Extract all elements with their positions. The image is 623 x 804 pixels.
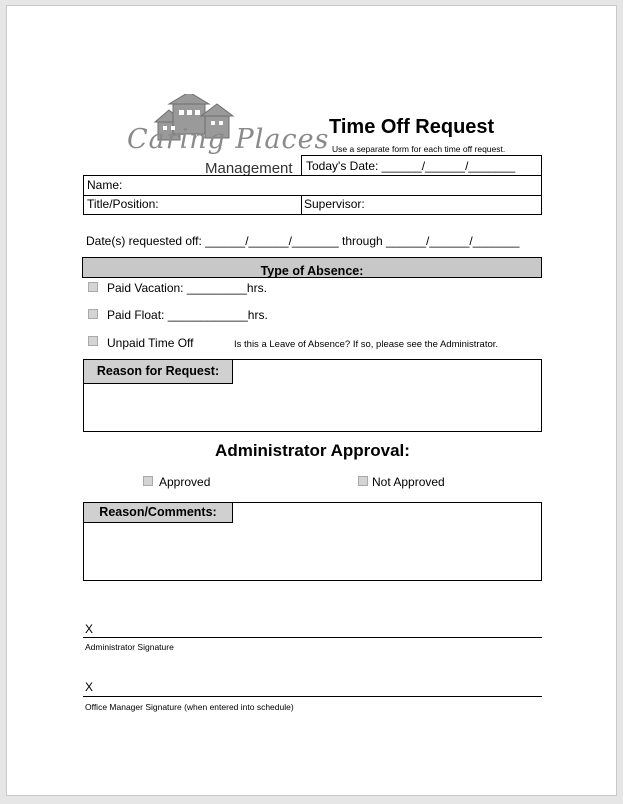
manager-signature-label: Office Manager Signature (when entered into schedule) bbox=[85, 702, 294, 712]
admin-signature-line[interactable] bbox=[83, 637, 542, 638]
approved-checkbox[interactable] bbox=[143, 476, 153, 486]
type-of-absence-heading: Type of Absence: bbox=[82, 257, 542, 278]
paid-float-label: Paid Float: ____________hrs. bbox=[107, 308, 268, 322]
administrator-approval-heading: Administrator Approval: bbox=[215, 441, 410, 460]
supervisor-field[interactable]: Supervisor: bbox=[304, 197, 365, 211]
document-page bbox=[6, 5, 617, 796]
unpaid-time-off-checkbox[interactable] bbox=[88, 336, 98, 346]
leave-of-absence-note: Is this a Leave of Absence? If so, please see the Administrator. bbox=[234, 339, 499, 350]
dates-requested-field[interactable]: Date(s) requested off: ______/______/_______ through ______/______/_______ bbox=[86, 234, 520, 248]
name-field[interactable]: Name: bbox=[87, 178, 123, 192]
admin-signature-x: X bbox=[85, 622, 94, 636]
paid-float-checkbox[interactable] bbox=[88, 309, 98, 319]
todays-date-field[interactable] bbox=[301, 155, 542, 176]
title-position-field[interactable]: Title/Position: bbox=[87, 197, 159, 211]
not-approved-checkbox[interactable] bbox=[358, 476, 368, 486]
reason-comments-heading: Reason/Comments: bbox=[84, 503, 233, 523]
not-approved-label: Not Approved bbox=[372, 475, 445, 489]
approved-label: Approved bbox=[159, 475, 211, 489]
admin-signature-label: Administrator Signature bbox=[85, 642, 174, 652]
unpaid-time-off-label: Unpaid Time Off bbox=[107, 336, 194, 350]
paid-vacation-checkbox[interactable] bbox=[88, 282, 98, 292]
manager-signature-x: X bbox=[85, 680, 94, 694]
company-logo bbox=[119, 94, 330, 178]
reason-comments-box[interactable] bbox=[83, 502, 542, 581]
paid-vacation-label: Paid Vacation: _________hrs. bbox=[107, 281, 267, 295]
reason-for-request-heading: Reason for Request: bbox=[84, 360, 233, 384]
form-title: Time Off Request bbox=[329, 116, 495, 138]
todays-date-label: Today's Date: ______/______/_______ bbox=[306, 159, 516, 173]
manager-signature-line[interactable] bbox=[83, 696, 542, 697]
logo-subtext: Management bbox=[205, 160, 293, 177]
form-subtitle: Use a separate form for each time off request. bbox=[332, 144, 506, 154]
reason-for-request-box[interactable] bbox=[83, 359, 542, 432]
logo-script-text: Caring Places bbox=[127, 124, 330, 155]
